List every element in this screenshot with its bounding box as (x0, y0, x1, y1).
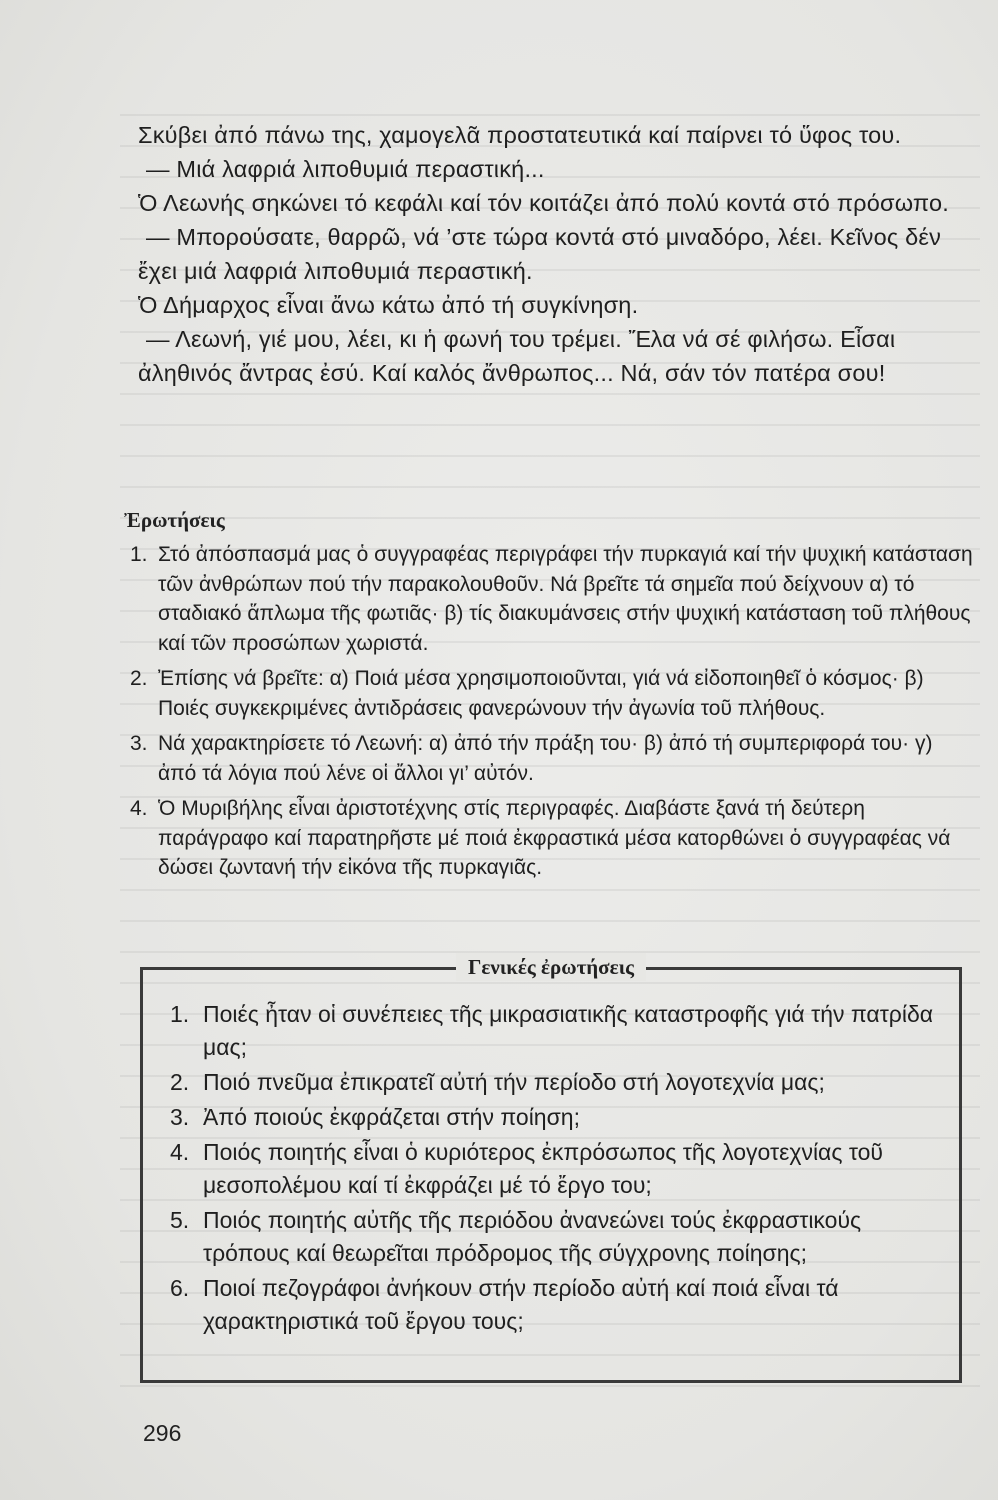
general-question-item (170, 1136, 950, 1202)
narrative-paragraph: Ὁ Δήμαρχος εἶναι ἄνω κάτω ἀπό τή συγκίνηση. (138, 292, 639, 318)
question-text: Νά χαρακτηρίσετε τό Λεωνή: α) ἀπό τήν πράξη του· β) ἀπό τή συμπεριφορά του· γ) ἀπό τά λόγια πού λένε οἱ ἄλλοι γι’ αὐτόν. (158, 732, 933, 785)
question-number: 3. (130, 732, 148, 755)
general-question-text: Ἀπό ποιούς ἐκφράζεται στήν ποίηση; (203, 1104, 580, 1130)
question-item (130, 540, 975, 658)
general-question-text: Ποιοί πεζογράφοι ἀνήκουν στήν περίοδο αὐτή καί ποιά εἶναι τά χαρακτηριστικά τοῦ ἔργου τους; (203, 1275, 839, 1334)
general-question-number: 3. (170, 1104, 190, 1130)
general-question-text: Ποιός ποιητής αὐτῆς τῆς περιόδου ἀνανεώνει τούς ἐκφραστικούς τρόπους καί θεωρεῖται πρόδρομος τῆς σύγχρονης ποίησης; (203, 1207, 862, 1266)
question-number: 1. (130, 543, 148, 566)
general-question-item (170, 1272, 950, 1338)
questions-list (130, 540, 975, 889)
general-questions-heading: Γενικές ἐρωτήσεις (456, 953, 646, 981)
narrative-paragraph: — Λεωνή, γιέ μου, λέει, κι ἡ φωνή του τρέμει. Ἔλα νά σέ φιλήσω. Εἶσαι ἀληθινός ἄντρας ἐσύ. Καί καλός ἄνθρωπος... Νά, σάν τόν πατέρα σου! (138, 326, 896, 386)
general-question-number: 5. (170, 1207, 190, 1233)
general-question-text: Ποιό πνεῦμα ἐπικρατεῖ αὐτή τήν περίοδο στή λογοτεχνία μας; (203, 1069, 825, 1095)
questions-heading: Ἐρωτήσεις (124, 508, 225, 532)
question-number: 2. (130, 667, 148, 690)
general-question-item (170, 1204, 950, 1270)
page-number: 296 (143, 1420, 182, 1446)
narrative-text (138, 118, 968, 390)
question-item (130, 729, 975, 788)
question-text: Ἐπίσης νά βρεῖτε: α) Ποιά μέσα χρησιμοποιοῦνται, γιά νά εἰδοποιηθεῖ ὁ κόσμος· β) Ποιές συγκεκριμένες ἀντιδράσεις φανερώνουν τήν ἀγωνία τοῦ πλήθους. (158, 667, 924, 720)
general-question-item (170, 1066, 950, 1099)
general-question-item (170, 998, 950, 1064)
question-item (130, 794, 975, 883)
question-number: 4. (130, 797, 148, 820)
general-question-text: Ποιές ἦταν οἱ συνέπειες τῆς μικρασιατικῆς καταστροφῆς γιά τήν πατρίδα μας; (203, 1001, 934, 1060)
general-question-text: Ποιός ποιητής εἶναι ὁ κυριότερος ἐκπρόσωπος τῆς λογοτεχνίας τοῦ μεσοπολέμου καί τί ἐκφράζει μέ τό ἔργο του; (203, 1139, 883, 1198)
narrative-paragraph: Ὁ Λεωνής σηκώνει τό κεφάλι καί τόν κοιτάζει ἀπό πολύ κοντά στό πρόσωπο. (138, 190, 950, 216)
question-text: Ὁ Μυριβήλης εἶναι ἀριστοτέχνης στίς περιγραφές. Διαβάστε ξανά τή δεύτερη παράγραφο καί παρατηρῆστε μέ ποιά ἐκφραστικά μέσα κατορθώνει ὁ συγγραφέας νά δώσει ζωντανή τήν εἰκόνα τῆς πυρκαγιᾶς. (158, 797, 951, 879)
general-question-number: 2. (170, 1069, 190, 1095)
question-item (130, 664, 975, 723)
general-questions-list (170, 998, 950, 1340)
general-question-number: 1. (170, 1001, 190, 1027)
narrative-paragraph: Σκύβει ἀπό πάνω της, χαμογελᾶ προστατευτικά καί παίρνει τό ὕφος του. (138, 122, 902, 148)
narrative-paragraph: — Μιά λαφριά λιποθυμιά περαστική... (146, 156, 545, 182)
general-question-item (170, 1101, 950, 1134)
general-question-number: 6. (170, 1275, 190, 1301)
narrative-paragraph: — Μπορούσατε, θαρρῶ, νά ’στε τώρα κοντά στό μιναδόρο, λέει. Κεῖνος δέν ἔχει μιά λαφριά λιποθυμιά περαστική. (138, 224, 942, 284)
question-text: Στό ἀπόσπασμά μας ὁ συγγραφέας περιγράφει τήν πυρκαγιά καί τήν ψυχική κατάσταση τῶν ἀνθρώπων πού τήν παρακολουθοῦν. Νά βρεῖτε τά σημεῖα πού δείχνουν α) τό σταδιακό ἅπλωμα τῆς φωτιᾶς· β) τίς διακυμάνσεις στήν ψυχική κατάσταση τοῦ πλήθους καί τῶν προσώπων χωριστά. (158, 543, 973, 655)
general-question-number: 4. (170, 1139, 190, 1165)
